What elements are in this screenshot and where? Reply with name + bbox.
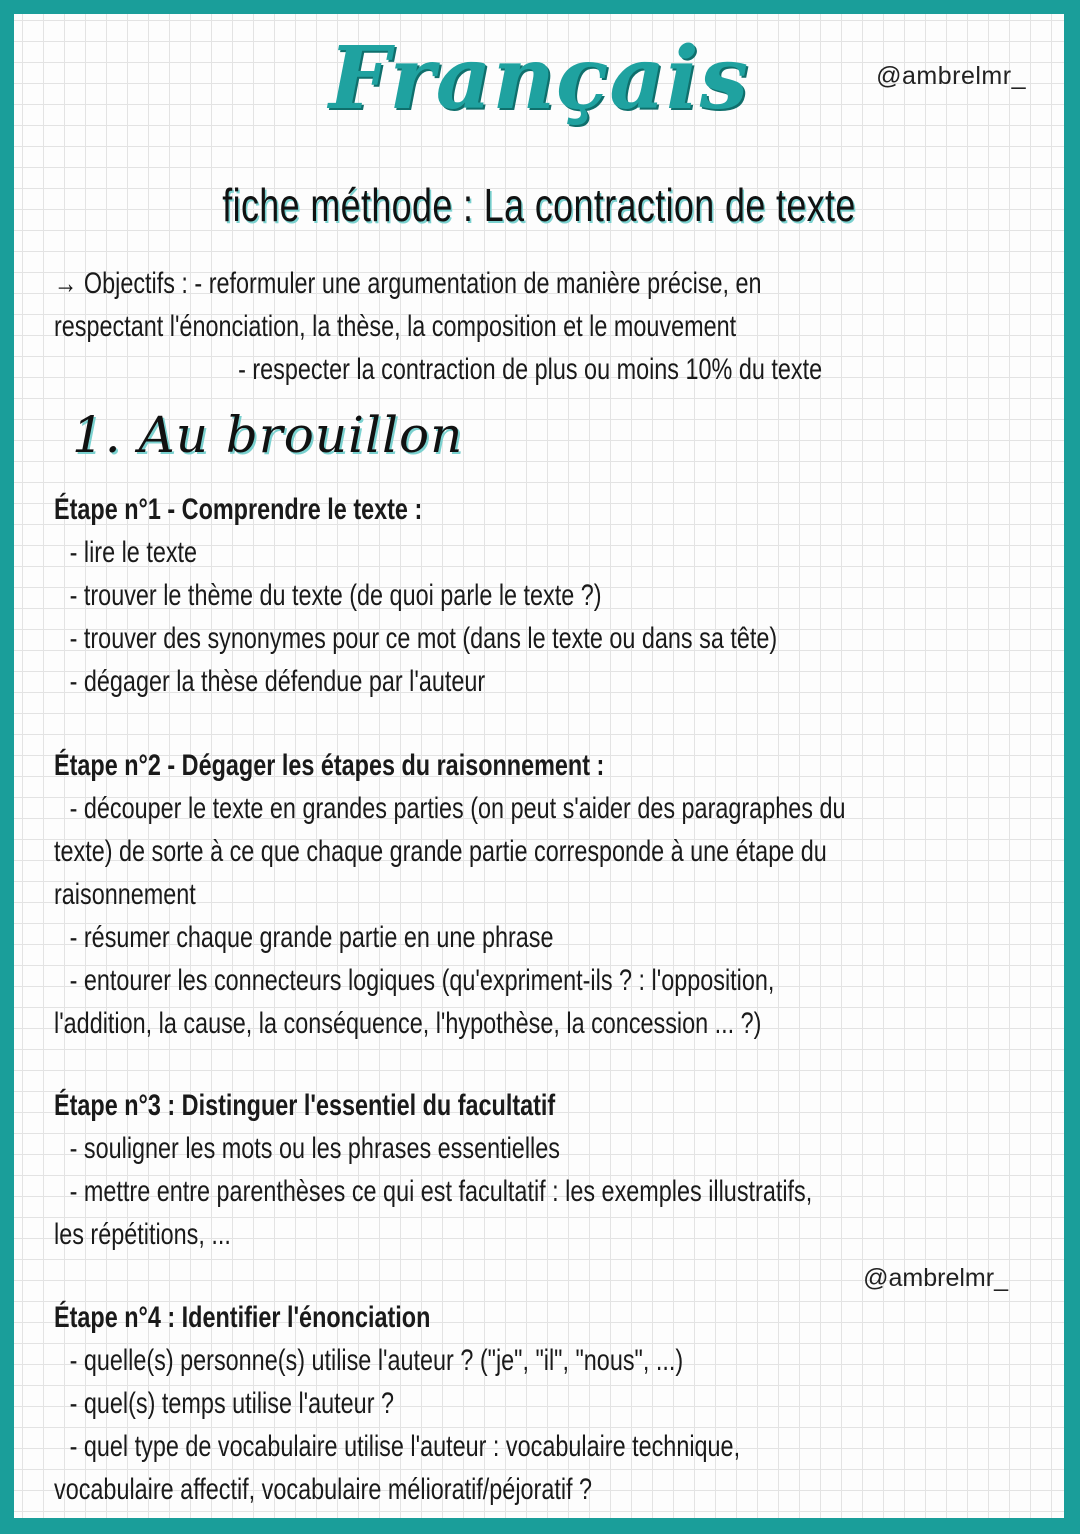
step-2-line-1: - découper le texte en grandes parties (on peut s'aider des paragraphes du [69, 792, 846, 825]
step-1 [54, 488, 1029, 703]
step-3-line-3: les répétitions, ... [54, 1218, 231, 1251]
objectives-line-2: respectant l'énonciation, la thèse, la composition et le mouvement [54, 310, 737, 343]
objectives-block [54, 262, 1029, 391]
author-handle: @ambrelmr_ [876, 62, 1026, 90]
step-4-line-4: vocabulaire affectif, vocabulaire mélioratif/péjoratif ? [54, 1473, 593, 1506]
step-4-line-2: - quel(s) temps utilise l'auteur ? [69, 1387, 395, 1420]
section-heading: 1. Au brouillon [72, 406, 464, 464]
step-1-line-4: - dégager la thèse défendue par l'auteur [69, 665, 486, 698]
step-3-line-2: - mettre entre parenthèses ce qui est facultatif : les exemples illustratifs, [69, 1175, 813, 1208]
step-2 [54, 744, 1029, 1045]
step-2-line-4: - résumer chaque grande partie en une phrase [69, 921, 554, 954]
author-handle-secondary: @ambrelmr_ [863, 1264, 1008, 1292]
page-subtitle: fiche méthode : La contraction de texte [222, 179, 856, 231]
step-2-title: Étape n°2 - Dégager les étapes du raisonnement : [54, 749, 605, 782]
step-1-line-2: - trouver le thème du texte (de quoi parle le texte ?) [69, 579, 602, 612]
step-3-line-1: - souligner les mots ou les phrases essentielles [69, 1132, 560, 1165]
objectives-line-3: - respecter la contraction de plus ou moins 10% du texte [238, 353, 823, 386]
step-1-title: Étape n°1 - Comprendre le texte : [54, 493, 423, 526]
step-2-line-5: - entourer les connecteurs logiques (qu'expriment-ils ? : l'opposition, [69, 964, 775, 997]
step-3-title: Étape n°3 : Distinguer l'essentiel du facultatif [54, 1089, 556, 1122]
step-4-line-3: - quel type de vocabulaire utilise l'auteur : vocabulaire technique, [69, 1430, 741, 1463]
page-title: Français [328, 28, 750, 129]
step-2-line-3: raisonnement [54, 878, 196, 911]
step-4-title: Étape n°4 : Identifier l'énonciation [54, 1301, 431, 1334]
step-1-line-3: - trouver des synonymes pour ce mot (dans le texte ou dans sa tête) [69, 622, 778, 655]
step-1-line-1: - lire le texte [69, 536, 198, 569]
step-4-line-1: - quelle(s) personne(s) utilise l'auteur ? ("je", "il", "nous", ...) [69, 1344, 684, 1377]
step-2-line-2: texte) de sorte à ce que chaque grande partie corresponde à une étape du [54, 835, 827, 868]
step-4 [54, 1296, 1029, 1511]
step-3 [54, 1084, 1029, 1256]
notebook-page [14, 14, 1064, 1518]
step-2-line-6: l'addition, la cause, la conséquence, l'hypothèse, la concession ... ?) [54, 1007, 762, 1040]
objectives-line-1: → Objectifs : - reformuler une argumentation de manière précise, en [54, 267, 762, 300]
